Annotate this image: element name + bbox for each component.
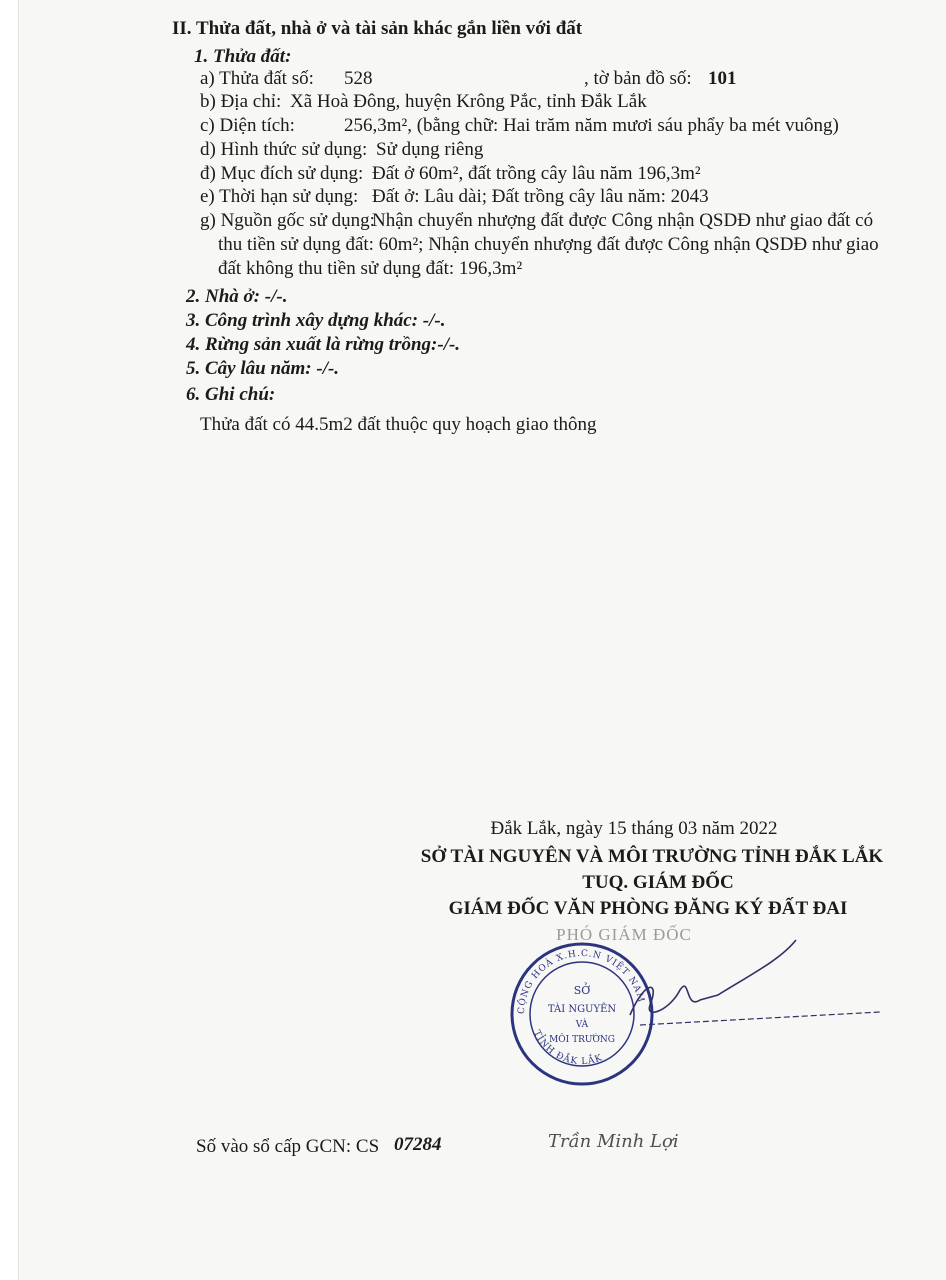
notes-heading: 6. Ghi chú: — [186, 384, 276, 405]
origin-line-1: Nhận chuyển nhượng đất được Công nhận QSDĐ như giao đất có — [372, 210, 874, 231]
signatory-authority: TUQ. GIÁM ĐỐC — [582, 872, 734, 893]
seal-line-3: VÀ — [575, 1020, 589, 1030]
agency-name: SỞ TÀI NGUYÊN VÀ MÔI TRƯỜNG TỈNH ĐẮK LẮK — [420, 846, 884, 867]
seal-line-4: MÔI TRƯỜNG — [549, 1035, 615, 1045]
section-heading: II. Thửa đất, nhà ở và tài sản khác gắn liền với đất — [172, 18, 583, 39]
office-title: GIÁM ĐỐC VĂN PHÒNG ĐĂNG KÝ ĐẤT ĐAI — [448, 898, 848, 919]
usage-form-label: d) Hình thức sử dụng: — [200, 139, 368, 160]
seal-ring-top: CỘNG HOÀ X.H.C.N VIỆT NAM — [516, 948, 646, 1015]
note-text: Thửa đất có 44.5m2 đất thuộc quy hoạch giao thông — [200, 414, 597, 435]
seal-line-2: TÀI NGUYÊN — [547, 1004, 617, 1015]
seal-line-1: SỞ — [573, 984, 591, 997]
signature — [600, 920, 890, 1050]
area-label: c) Diện tích: — [200, 115, 295, 136]
faint-deputy-title: PHÓ GIÁM ĐỐC — [556, 925, 692, 944]
usage-term-value: Đất ở: Lâu dài; Đất trồng cây lâu năm: 2043 — [372, 186, 709, 207]
parcel-number-label: a) Thửa đất số: — [200, 68, 314, 89]
address-value: Xã Hoà Đông, huyện Krông Pắc, tỉnh Đắk Lắk — [290, 91, 647, 112]
origin-line-2: thu tiền sử dụng đất: 60m²; Nhận chuyển nhượng đất được Công nhận QSDĐ như giao — [218, 234, 879, 255]
area-value: 256,3m², (bằng chữ: Hai trăm năm mươi sáu phẩy ba mét vuông) — [344, 115, 839, 136]
origin-label: g) Nguồn gốc sử dụng: — [200, 210, 375, 231]
usage-form-value: Sử dụng riêng — [376, 139, 484, 160]
usage-purpose-value: Đất ở 60m², đất trồng cây lâu năm 196,3m² — [372, 163, 701, 184]
usage-term-label: e) Thời hạn sử dụng: — [200, 186, 359, 207]
forest-item: 4. Rừng sản xuất là rừng trồng:-/-. — [186, 334, 461, 355]
map-sheet-label: , tờ bản đồ số: — [584, 68, 692, 89]
construction-item: 3. Công trình xây dựng khác: -/-. — [186, 310, 446, 331]
parcel-heading: 1. Thửa đất: — [194, 46, 292, 67]
map-sheet-value: 101 — [708, 68, 737, 89]
address-label: b) Địa chỉ: — [200, 91, 282, 112]
seal-ring-bottom: TỈNH ĐẮK LẮK — [531, 1028, 605, 1068]
house-item: 2. Nhà ở: -/-. — [186, 286, 288, 307]
gcn-label: Số vào sổ cấp GCN: CS — [196, 1136, 380, 1157]
usage-purpose-label: đ) Mục đích sử dụng: — [200, 163, 364, 184]
origin-line-3: đất không thu tiền sử dụng đất: 196,3m² — [218, 258, 523, 279]
signer-name: Trần Minh Lợi — [548, 1131, 679, 1152]
gcn-number: 07284 — [394, 1134, 442, 1155]
page-edge — [0, 0, 19, 1280]
parcel-number-value: 528 — [344, 68, 373, 89]
signing-date: Đắk Lắk, ngày 15 tháng 03 năm 2022 — [490, 818, 778, 839]
perennial-trees-item: 5. Cây lâu năm: -/-. — [186, 358, 340, 379]
